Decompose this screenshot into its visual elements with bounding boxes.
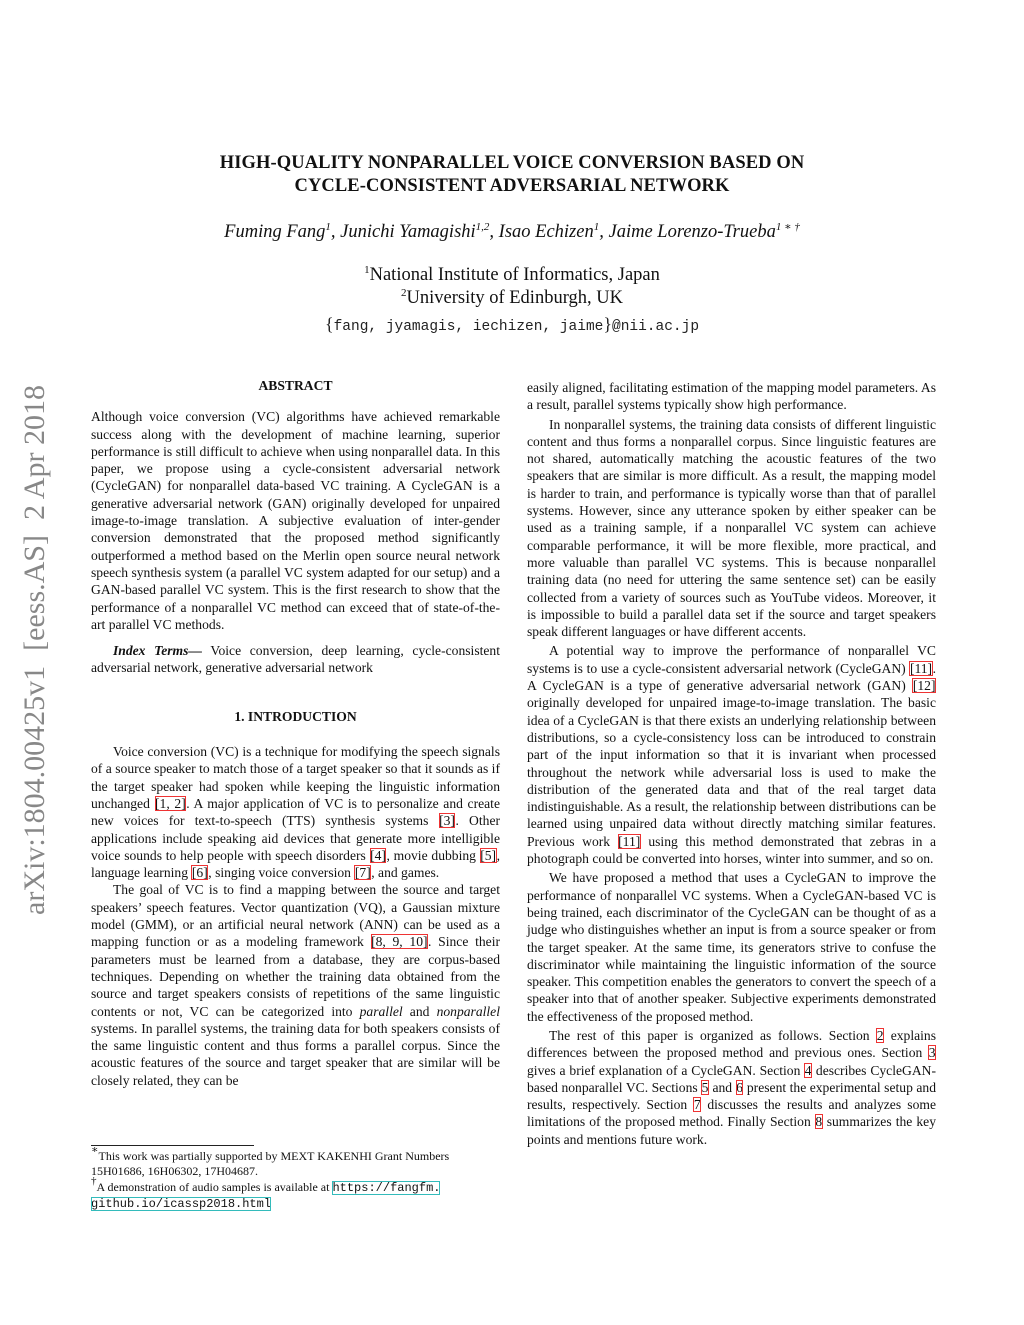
intro-paragraph-1: Voice conversion (VC) is a technique for modifying the speech signals of a source speaker to match those of a target speaker so that it sounds as if the target speaker had spoken while keeping the linguistic information unchanged [1, 2]. A major application of VC is to personalize and create new voices for text-to-speech (TTS) synthesis systems [3]. Other applications include speaking aid devices that generate more intelligible voice sounds to help people with speech disorders [4], movie dubbing [5], language learning [6], singing voice conversion [7], and games. [91, 744, 500, 881]
section-link[interactable]: 5 [701, 1079, 709, 1095]
intro-paragraph-6: We have proposed a method that uses a CycleGAN to improve the performance of nonparallel VC systems. When a CycleGAN-based VC is being trained, each discriminator of the CycleGAN can be thought of as a judge who distinguishes whether an input is from a source speaker or from the target speaker. At the same time, its generators strive to confuse the discriminator while maintaining the linguistic information of the source speaker. This competition enables the generators to convert the speech of a speaker into that of another speaker. Subjective experiments demonstrated the effectiveness of the proposed method. [527, 870, 936, 1024]
citation-link[interactable]: [1, 2] [155, 795, 186, 811]
author-sup: 1,2 [475, 221, 490, 233]
affil-sup: 2 [401, 287, 407, 299]
citation-link[interactable]: [8, 9, 10] [371, 934, 428, 950]
footnote-1: ∗This work was partially supported by MEXT KAKENHI Grant Numbers 15H01686, 16H06302, 17H04687. [91, 1144, 450, 1178]
affil-sup: 1 [364, 264, 370, 276]
demo-url-link[interactable]: github.io/icassp2018.html [91, 1197, 272, 1211]
left-column [91, 377, 500, 1089]
intro-paragraph-5: A potential way to improve the performance of nonparallel VC systems is to use a cycle-consistent adversarial network (CycleGAN) [11]. A CycleGAN is a type of generative adversarial network (GAN) [12] originally developed for unpaired image-to-image translation. The basic idea of a CycleGAN is that there exists an underlying relationship between distributions, so a cycle-consistency loss can be introduced to constrain part of the input information so that it is invariant when processed throughout the network while adversarial loss is used to make the distribution of the generated data and that of the real target data indistinguishable. As a result, the relationship between distributions can be learned using unpaired data without directly matching similar features. Previous work [11] using this method demonstrated that zebras in a photograph could be converted into horses, winter into summer, and so on. [527, 643, 936, 867]
citation-link[interactable]: [7] [354, 865, 371, 881]
author-list: Fuming Fang$^1$, Junichi Yamagishi$^{1,2}$, Isao Echizen$^1$, Jaime Lorenzo-Trueba$^{1 ∗ \dagger}$ [224, 221, 800, 242]
citation-link[interactable]: [11] [909, 660, 933, 676]
email-line [0, 314, 1024, 335]
intro-paragraph-3: easily aligned, facilitating estimation of the mapping model parameters. As a result, parallel systems typically show high performance. [527, 380, 936, 413]
email-brace: } [603, 314, 612, 334]
paper-title [0, 152, 1024, 198]
intro-heading: 1. INTRODUCTION [234, 708, 357, 724]
citation-link[interactable]: [6] [191, 865, 208, 881]
email-names: fang, jyamagis, iechizen, jaime [333, 319, 604, 335]
footnote-rule [91, 1145, 254, 1146]
section-link[interactable]: 7 [693, 1097, 701, 1113]
author-sup: 1 ∗ † [775, 221, 800, 233]
affiliation: National Institute of Informatics, Japan [369, 265, 660, 285]
arxiv-stamp [18, 385, 58, 915]
citation-link[interactable]: [12] [912, 678, 936, 694]
section-link[interactable]: 3 [928, 1045, 936, 1061]
author: Junichi Yamagishi [340, 222, 476, 242]
email-domain: @nii.ac.jp [612, 319, 700, 335]
author-sup: 1 [593, 221, 600, 233]
email-brace: { [324, 314, 334, 334]
index-terms-text: Voice conversion, deep learning, cycle-consistent adversarial network, generative adversarial network [91, 643, 500, 676]
abstract-text: Although voice conversion (VC) algorithms have achieved remarkable success along with the development of machine learning, superior performance is still difficult to achieve when using nonparallel data. In this paper, we propose using a cycle-consistent adversarial network (CycleGAN) for nonparallel data-based VC training. A CycleGAN is a generative adversarial network (GAN) originally developed for unpaired image-to-image translation. A subjective evaluation of inter-gender conversion demonstrated that the proposed method significantly outperformed a method based on the Merlin open source neural network speech synthesis system (a parallel VC system adapted for our setup) and a GAN-based parallel VC system. This is the first research to show that the performance of a nonparallel VC method can exceed that of state-of-the-art parallel VC methods. [91, 409, 500, 632]
affiliations [0, 264, 1024, 310]
title-line-2: CYCLE-CONSISTENT ADVERSARIAL NETWORK [294, 176, 730, 196]
intro-paragraph-7: The rest of this paper is organized as follows. Section 2 explains differences between the proposed method and previous ones. Section 3 gives a brief explanation of a CycleGAN. Section 4 describes CycleGAN-based nonparallel VC. Sections 5 and 6 present the experimental setup and results, respectively. Section 7 discusses the results and analyzes some limitations of the proposed method. Finally Section 8 summarizes the key points and mentions future work. [527, 1027, 936, 1147]
arxiv-stamp-text: arXiv:1804.00425v1 [eess.AS] 2 Apr 2018 [18, 385, 51, 915]
footnote-2: †A demonstration of audio samples is available at https://fangfm. github.io/icassp2018.html [91, 1175, 441, 1211]
affiliation: University of Edinburgh, UK [406, 288, 623, 308]
section-link[interactable]: 6 [736, 1079, 743, 1095]
citation-link[interactable]: [3] [439, 813, 455, 829]
author: Fuming Fang [224, 222, 326, 242]
index-terms-label: Index Terms— [113, 643, 202, 659]
section-link[interactable]: 8 [815, 1114, 823, 1130]
author: Isao Echizen [498, 222, 594, 242]
section-link[interactable]: 2 [876, 1027, 884, 1043]
author-sup: 1 [325, 221, 331, 233]
title-line-1: HIGH-QUALITY NONPARALLEL VOICE CONVERSION BASED ON [219, 153, 805, 173]
right-column [527, 379, 936, 1148]
intro-paragraph-4: In nonparallel systems, the training data consists of different linguistic content and thus forms a nonparallel corpus. Since linguistic features are not shared, automatically matching the acoustic features of the two speakers that are similar is more difficult. As a result, the mapping model is harder to train, and performance is typically worse than that of parallel systems. However, since any utterance spoken by either speaker can be used as a training sample, if a nonparallel VC system can achieve comparable performance, it will be more flexible, more practical, and more valuable than parallel VC systems. This is because nonparallel training data (no need for uttering the same sentence set) can be easily collected from a variety of sources such as YouTube videos. Moreover, it is impossible to build a parallel data set if the source and target speakers speak different languages or have different accents. [527, 416, 936, 640]
abstract-heading: ABSTRACT [258, 378, 333, 393]
index-terms [91, 642, 500, 677]
section-link[interactable]: 4 [804, 1062, 812, 1078]
author: Jaime Lorenzo-Trueba [608, 222, 776, 242]
intro-paragraph-2: The goal of VC is to find a mapping between the source and target speakers’ speech features. Vector quantization (VQ), a Gaussian mixture model (GMM), or an artificial neural network (ANN) can be used as a mapping function or as a modeling framework [8, 9, 10]. Since their parameters must be learned from a database, they are corpus-based techniques. Depending on whether the training data obtained from the source and target speakers consists of repetitions of the same linguistic contents or not, VC can be categorized into parallel and nonparallel systems. In parallel systems, the training data for both speakers consists of the same linguistic content and thus forms a parallel corpus. Since the acoustic features of the source and target speaker that are similar will be closely related, they can be [91, 882, 500, 1088]
citation-link[interactable]: [11] [618, 833, 641, 849]
citation-link[interactable]: [4] [370, 847, 386, 863]
citation-link[interactable]: [5] [480, 847, 497, 863]
demo-url-link[interactable]: https://fangfm. [332, 1181, 441, 1195]
